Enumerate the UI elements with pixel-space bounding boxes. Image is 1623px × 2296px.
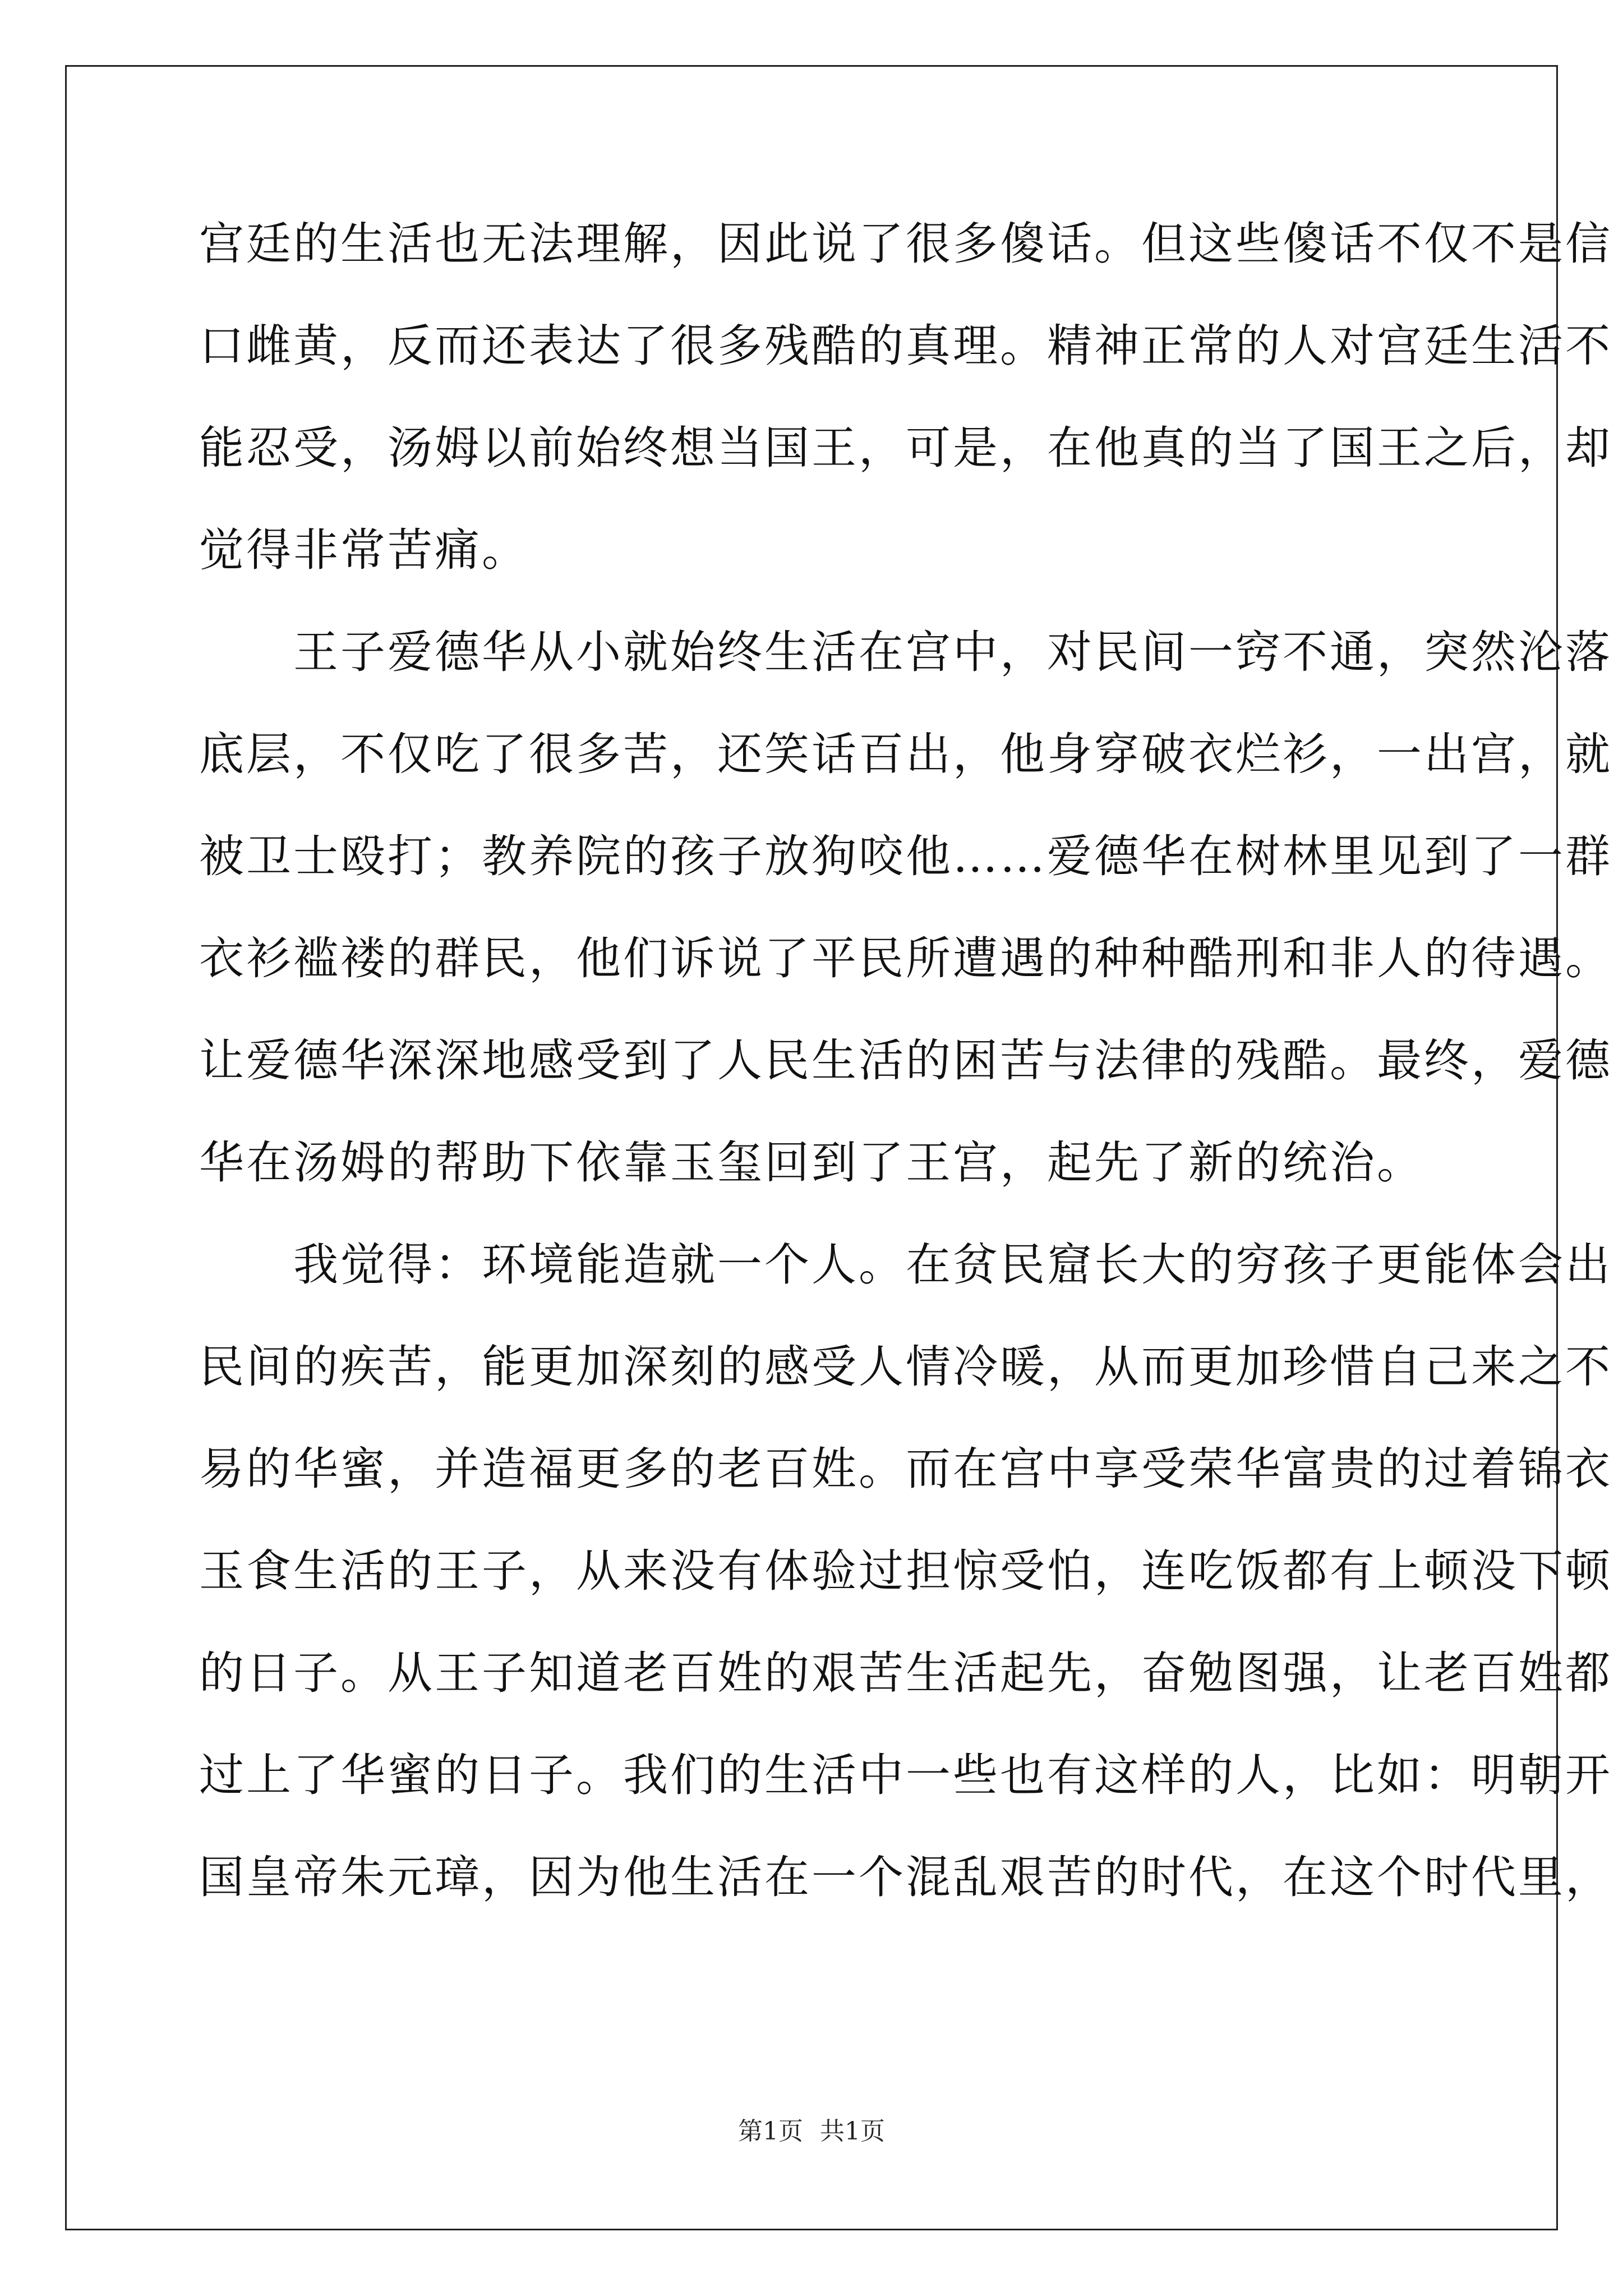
text-line: 华在汤姆的帮助下依靠玉玺回到了王宫，起先了新的统治。 (199, 1137, 1424, 1189)
text-line: 宫廷的生活也无法理解，因此说了很多傻话。但这些傻话不仅不是信 (199, 218, 1612, 270)
page-number-total: 共1页 (820, 2117, 885, 2146)
text-line: 的日子。从王子知道老百姓的艰苦生活起先，奋勉图强，让老百姓都 (199, 1647, 1612, 1699)
text-line: 让爱德华深深地感受到了人民生活的困苦与法律的残酷。最终，爱德 (199, 1034, 1612, 1087)
text-line: 能忍受，汤姆以前始终想当国王，可是，在他真的当了国王之后，却 (199, 422, 1612, 474)
text-line: 玉食生活的王子，从来没有体验过担惊受怕，连吃饭都有上顿没下顿 (199, 1545, 1612, 1597)
text-line: 过上了华蜜的日子。我们的生活中一些也有这样的人，比如：明朝开 (199, 1749, 1612, 1801)
page-number-current: 第1页 (738, 2117, 803, 2146)
text-line: 我觉得：环境能造就一个人。在贫民窟长大的穷孩子更能体会出 (199, 1239, 1612, 1291)
text-line: 口雌黄，反而还表达了很多残酷的真理。精神正常的人对宫廷生活不 (199, 320, 1612, 372)
text-line: 民间的疾苦，能更加深刻的感受人情冷暖，从而更加珍惜自己来之不 (199, 1341, 1612, 1393)
text-line: 王子爱德华从小就始终生活在宫中，对民间一窍不通，突然沦落 (199, 626, 1612, 678)
text-line: 国皇帝朱元璋，因为他生活在一个混乱艰苦的时代，在这个时代里， (199, 1851, 1612, 1903)
text-line: 被卫士殴打；教养院的孩子放狗咬他……爱德华在树林里见到了一群 (199, 830, 1612, 882)
text-line: 易的华蜜，并造福更多的老百姓。而在宫中享受荣华富贵的过着锦衣 (199, 1443, 1612, 1495)
text-line: 觉得非常苦痛。 (199, 524, 529, 576)
text-line: 底层，不仅吃了很多苦，还笑话百出，他身穿破衣烂衫，一出宫，就 (199, 728, 1612, 780)
text-line: 衣衫褴褛的群民，他们诉说了平民所遭遇的种种酷刑和非人的待遇。 (199, 932, 1612, 984)
page-footer (0, 2115, 1623, 2148)
